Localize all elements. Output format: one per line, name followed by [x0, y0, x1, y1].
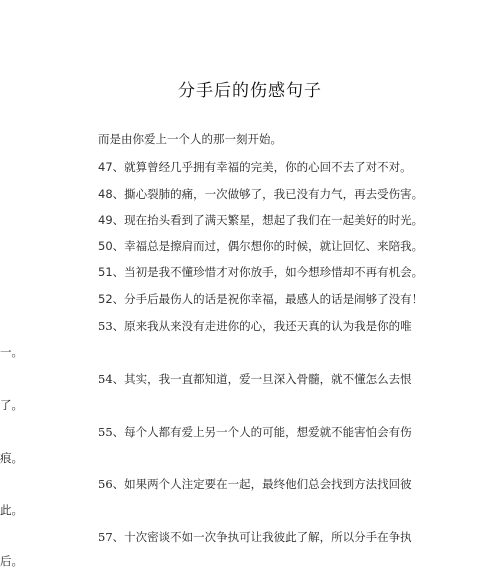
item-text: 、十次密谈不如一次争执可让我彼此了解，所以分手在争执 [112, 530, 412, 544]
item-text: 、撕心裂肺的痛，一次做够了，我已没有力气，再去受伤害。 [112, 187, 424, 201]
item-number: 54 [98, 372, 113, 386]
item-number: 53 [98, 319, 113, 333]
item-text: 、原来我从来没有走进你的心，我还天真的认为我是你的唯 [112, 319, 412, 333]
item-number: 50 [98, 239, 113, 253]
item-text: 、其实，我一直都知道，爱一旦深入骨髓，就不懂怎么去恨 [112, 372, 412, 386]
item-text: 、幸福总是擦肩而过，偶尔想你的时候，就让回忆、来陪我。 [112, 239, 424, 253]
item-continuation: 此。 [0, 503, 23, 517]
item-text: 、当初是我不懂珍惜才对你放手，如今想珍惜却不再有机会。 [112, 265, 424, 279]
item-number: 49 [98, 213, 113, 227]
item-number: 57 [98, 530, 113, 544]
list-item [98, 292, 424, 308]
list-item [98, 213, 424, 229]
list-item [98, 160, 412, 176]
item-number: 51 [98, 265, 113, 279]
item-number: 52 [98, 292, 113, 306]
item-continuation: 后。 [0, 554, 23, 568]
page-title: 分手后的伤感句子 [178, 81, 322, 101]
list-item [98, 239, 424, 255]
intro-line: 而是由你爱上一个人的那一刻开始。 [98, 132, 282, 146]
item-text: 、就算曾经几乎拥有幸福的完美，你的心回不去了对不对。 [112, 160, 412, 174]
item-text: 、现在抬头看到了满天繁星，想起了我们在一起美好的时光。 [112, 213, 424, 227]
item-number: 55 [98, 425, 113, 439]
item-text: 、如果两个人注定要在一起，最终他们总会找到方法找回彼 [112, 477, 412, 491]
list-item [98, 265, 424, 281]
list-item [98, 187, 424, 203]
item-text: 、分手后最伤人的话是祝你幸福，最感人的话是闹够了没有！ [112, 292, 424, 306]
item-continuation: 痕。 [0, 451, 23, 465]
item-continuation: 了。 [0, 398, 23, 412]
item-number: 48 [98, 187, 113, 201]
item-continuation: 一。 [0, 345, 23, 359]
item-number: 47 [98, 160, 113, 174]
item-number: 56 [98, 477, 113, 491]
item-text: 、每个人都有爱上另一个人的可能，想爱就不能害怕会有伤 [112, 425, 412, 439]
